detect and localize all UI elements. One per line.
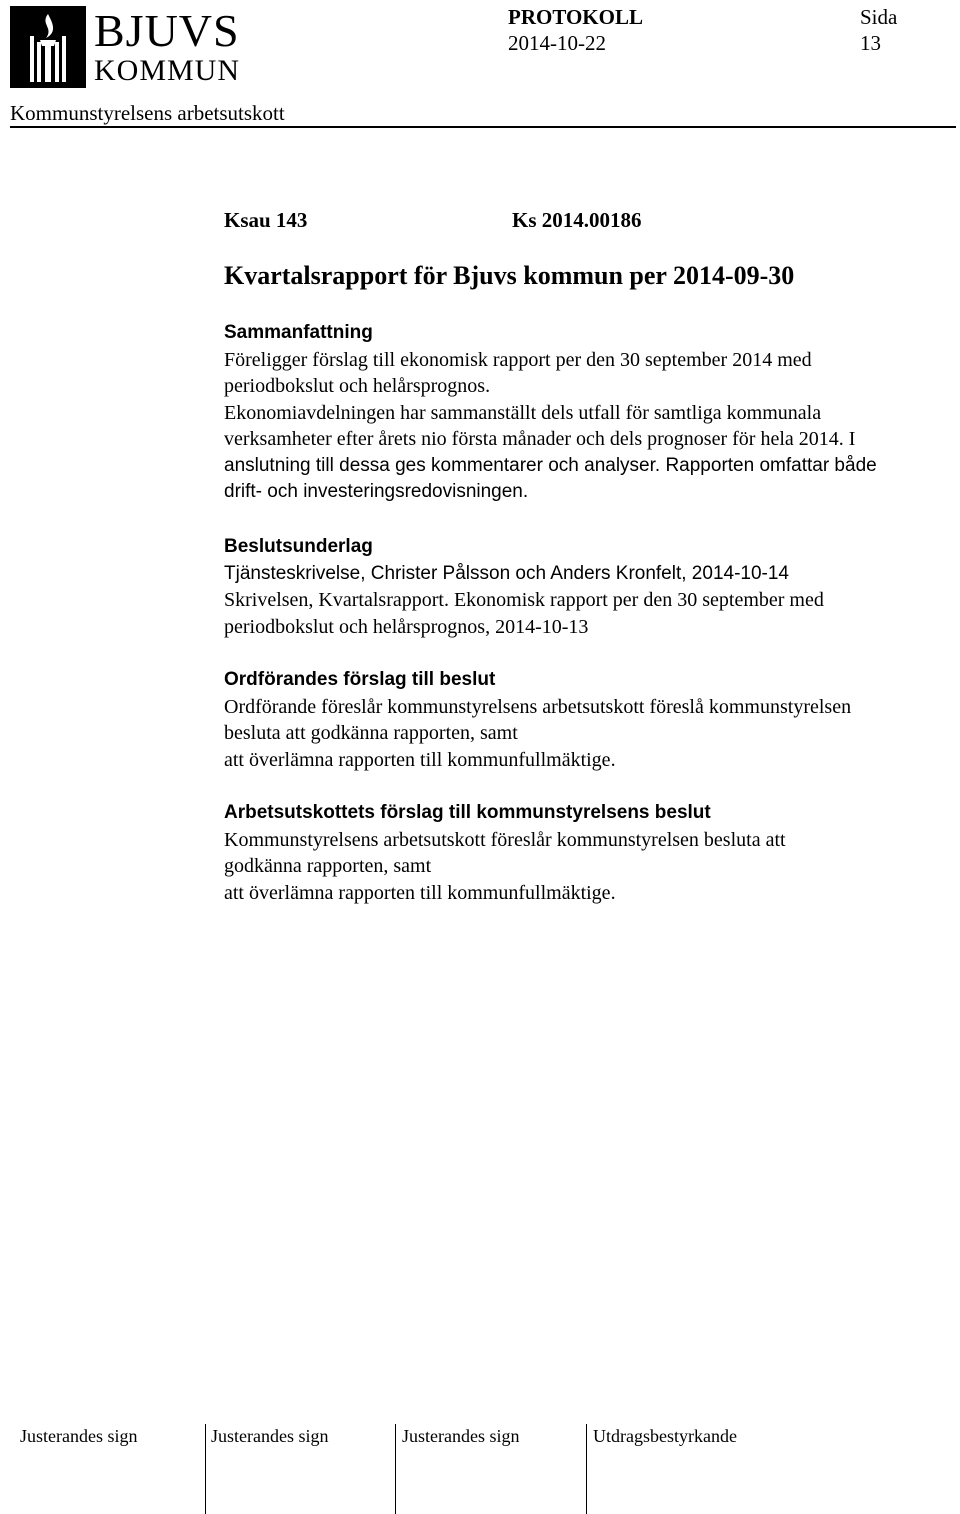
logo-text-bjuvs: BJUVS <box>94 5 240 56</box>
summary-line: drift- och investeringsredovisningen. <box>224 481 529 502</box>
basis-section <box>224 534 954 640</box>
summary-line: periodbokslut och helårsprognos. <box>224 375 491 397</box>
page-title: Kvartalsrapport för Bjuvs kommun per 2014-09-30 <box>224 261 795 290</box>
chair-proposal-heading: Ordförandes förslag till beslut <box>224 669 496 690</box>
paragraph-reference: Ksau 143 <box>224 208 308 232</box>
chair-proposal-line: att överlämna rapporten till kommunfullmäktige. <box>224 748 616 771</box>
committee-name: Kommunstyrelsens arbetsutskott <box>10 101 285 125</box>
page-label: Sida <box>860 5 898 29</box>
signature-divider <box>586 1424 587 1514</box>
signature-divider <box>205 1424 206 1514</box>
torch-emblem-icon <box>10 6 86 88</box>
document-date: 2014-10-22 <box>508 31 606 55</box>
municipality-logo <box>10 6 250 88</box>
signature-footer <box>0 1424 960 1514</box>
chair-proposal-line: Ordförande föreslår kommunstyrelsens arbetsutskott föreslå kommunstyrelsen <box>224 695 852 718</box>
committee-proposal-line: Kommunstyrelsens arbetsutskott föreslår kommunstyrelsen besluta att <box>224 828 786 851</box>
committee-proposal-heading: Arbetsutskottets förslag till kommunstyrelsens beslut <box>224 802 711 823</box>
basis-heading: Beslutsunderlag <box>224 536 373 557</box>
document-type: PROTOKOLL <box>508 5 643 29</box>
summary-section <box>224 320 954 506</box>
committee-proposal-line: att överlämna rapporten till kommunfullmäktige. <box>224 881 616 904</box>
chair-proposal-section <box>224 667 954 773</box>
basis-line: Tjänsteskrivelse, Christer Pålsson och Anders Kronfelt, 2014-10-14 <box>224 562 789 584</box>
chair-proposal-line: besluta att godkänna rapporten, samt <box>224 722 518 744</box>
summary-line: verksamheter efter årets nio första månader och dels prognoser för hela 2014. I <box>224 428 856 450</box>
page-number: 13 <box>860 31 881 55</box>
header-divider <box>10 126 956 128</box>
summary-line: Föreligger förslag till ekonomisk rapport per den 30 september 2014 med <box>224 348 812 371</box>
signature-label: Utdragsbestyrkande <box>593 1426 737 1446</box>
case-reference: Ks 2014.00186 <box>512 208 642 232</box>
summary-heading: Sammanfattning <box>224 322 373 343</box>
signature-label: Justerandes sign <box>402 1426 520 1446</box>
signature-label: Justerandes sign <box>211 1426 329 1446</box>
summary-line: anslutning till dessa ges kommentarer och analyser. Rapporten omfattar både <box>224 454 877 476</box>
committee-proposal-line: godkänna rapporten, samt <box>224 855 432 877</box>
signature-label: Justerandes sign <box>20 1426 138 1446</box>
basis-line: periodbokslut och helårsprognos, 2014-10-13 <box>224 615 589 638</box>
basis-line: Skrivelsen, Kvartalsrapport. Ekonomisk rapport per den 30 september med <box>224 589 824 611</box>
committee-proposal-section <box>224 800 954 906</box>
logo-text-kommun: KOMMUN <box>94 54 241 87</box>
summary-line: Ekonomiavdelningen har sammanställt dels utfall för samtliga kommunala <box>224 401 822 424</box>
signature-divider <box>395 1424 396 1514</box>
